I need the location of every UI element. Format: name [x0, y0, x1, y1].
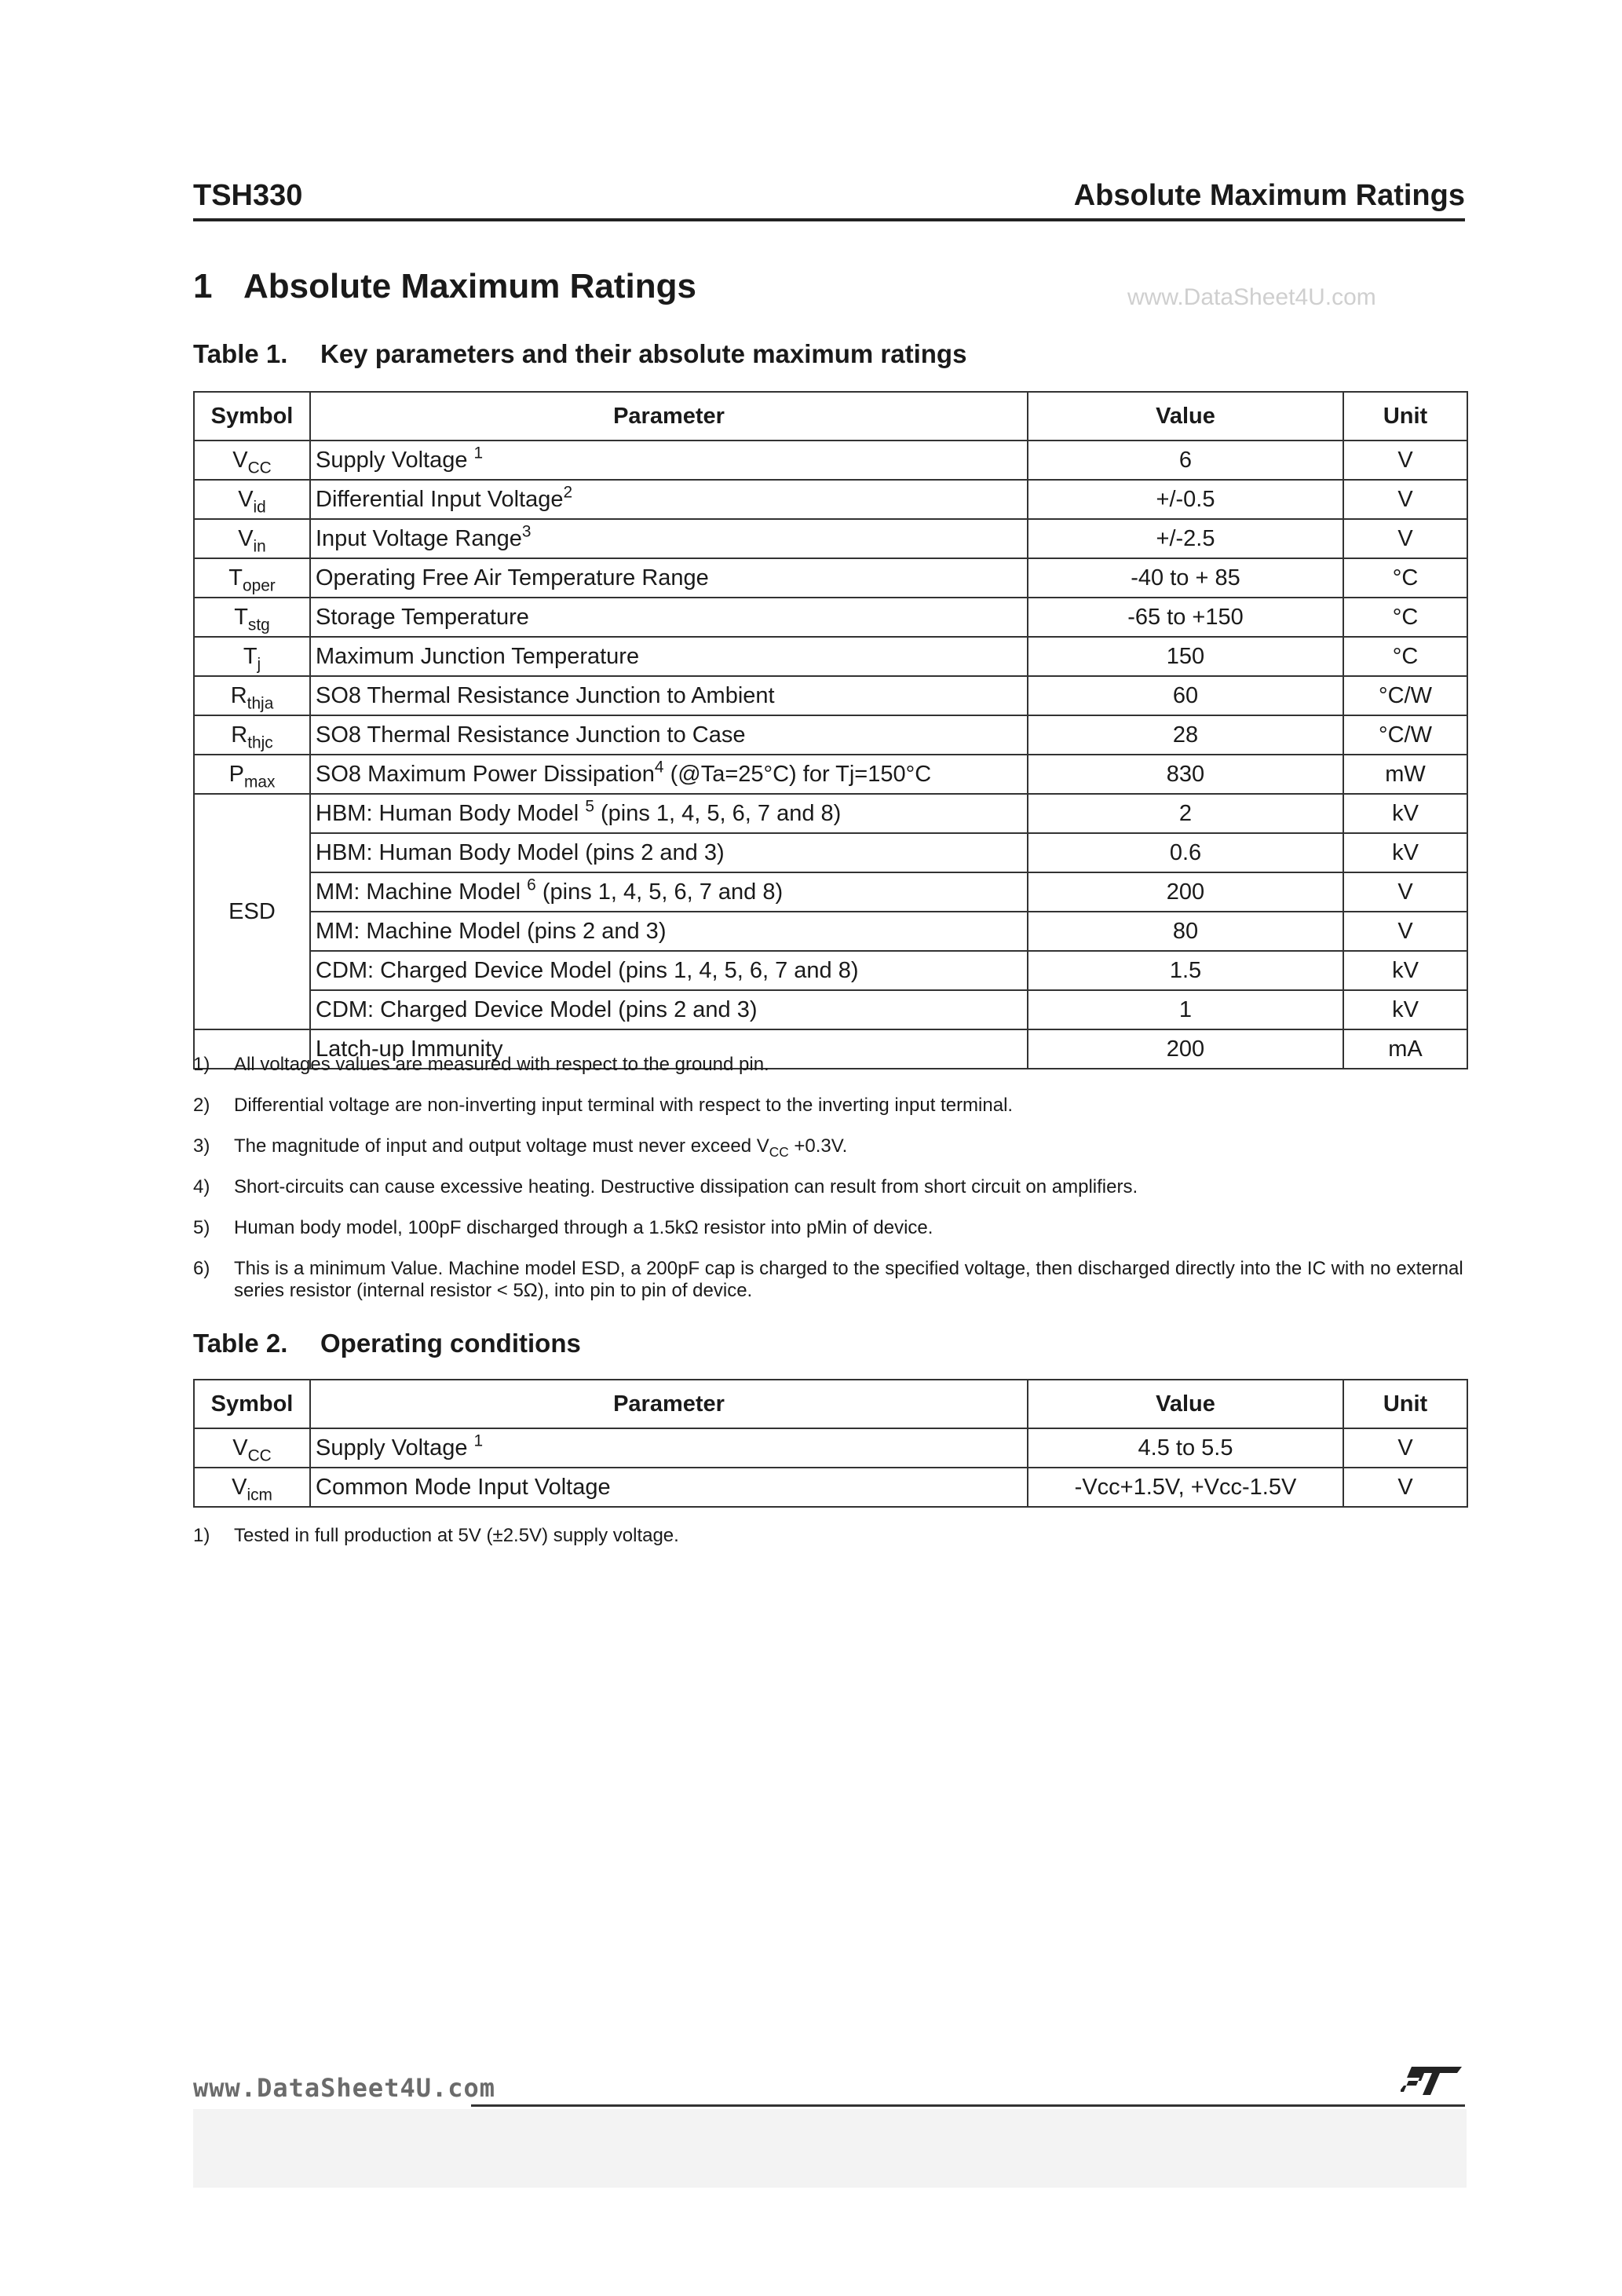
unit-cell: °C: [1343, 598, 1467, 637]
parameter-text: Input Voltage Range: [316, 525, 522, 551]
unit-cell: kV: [1343, 794, 1467, 833]
parameter-cell: Latch-up Immunity: [310, 1029, 1028, 1069]
table2-caption: [193, 1329, 581, 1358]
table-header-row: [194, 392, 1467, 441]
parameter-cell: [310, 1468, 1028, 1507]
table2-notes: [193, 1525, 1467, 1566]
parameter-cell: [310, 1428, 1028, 1468]
symbol-subscript: thjc: [247, 733, 273, 751]
table2-number: Table 2.: [193, 1329, 288, 1358]
esd-symbol-cell: ESD: [194, 794, 310, 1029]
parameter-cell: [310, 833, 1028, 872]
parameter-cell: [310, 990, 1028, 1029]
unit-cell: °C/W: [1343, 676, 1467, 715]
table-row: [194, 1468, 1467, 1507]
symbol-letter: R: [230, 682, 247, 708]
table-row: [194, 715, 1467, 755]
footnote-number: 3): [193, 1135, 210, 1157]
footnote-ref: 5: [585, 797, 594, 816]
symbol-cell: [194, 755, 310, 794]
symbol-subscript: CC: [247, 458, 272, 477]
footnote-number: 1): [193, 1054, 210, 1075]
footnote-text: All voltages values are measured with respect to the ground pin.: [234, 1054, 769, 1075]
value-cell: 4.5 to 5.5: [1028, 1428, 1343, 1468]
footnote-ref: 4: [654, 758, 664, 777]
footnote-tail: +0.3V.: [788, 1135, 848, 1157]
parameter-text: Supply Voltage: [316, 1435, 474, 1461]
parameter-cell: [310, 558, 1028, 598]
table-row: [194, 833, 1467, 872]
doc-part-number: TSH330: [193, 179, 303, 212]
footnote-text: Human body model, 100pF discharged through a 1.5kΩ resistor into pMin of device.: [234, 1217, 933, 1238]
page-header: [193, 174, 1465, 221]
parameter-cell: [310, 519, 1028, 558]
footnote-ref: 3: [521, 522, 532, 541]
unit-cell: V: [1343, 872, 1467, 912]
parameter-cell: [310, 951, 1028, 990]
footnote: [193, 1217, 1467, 1239]
symbol-letter: V: [238, 525, 254, 551]
symbol-subscript: j: [257, 654, 261, 673]
parameter-text: Supply Voltage: [316, 447, 474, 473]
parameter-tail: (pins 1, 4, 5, 6, 7 and 8): [594, 800, 842, 826]
value-cell: 6: [1028, 441, 1343, 480]
table-row: [194, 519, 1467, 558]
value-cell: 1.5: [1028, 951, 1343, 990]
value-cell: 830: [1028, 755, 1343, 794]
value-cell: +/-0.5: [1028, 480, 1343, 519]
footnote: [193, 1258, 1467, 1302]
table-row: [194, 755, 1467, 794]
parameter-text: SO8 Thermal Resistance Junction to Ambient: [316, 682, 775, 708]
symbol-cell: [194, 480, 310, 519]
parameter-cell: [310, 872, 1028, 912]
parameter-text: MM: Machine Model (pins 2 and 3): [316, 918, 667, 944]
parameter-text: Operating Free Air Temperature Range: [316, 565, 709, 590]
footnote: [193, 1054, 1467, 1076]
unit-cell: °C/W: [1343, 715, 1467, 755]
footnote: [193, 1525, 1467, 1547]
value-cell: 1: [1028, 990, 1343, 1029]
symbol-letter: R: [231, 722, 248, 748]
parameter-text: CDM: Charged Device Model (pins 1, 4, 5, 6, 7 and 8): [316, 957, 859, 983]
value-cell: 150: [1028, 637, 1343, 676]
parameter-cell: [310, 676, 1028, 715]
section-heading: [193, 267, 696, 306]
value-cell: -Vcc+1.5V, +Vcc-1.5V: [1028, 1468, 1343, 1507]
footnote-number: 5): [193, 1217, 210, 1238]
header-section-title: Absolute Maximum Ratings: [1073, 179, 1465, 212]
value-cell: 200: [1028, 872, 1343, 912]
section-title: Absolute Maximum Ratings: [243, 267, 696, 305]
symbol-subscript: in: [253, 536, 266, 555]
symbol-cell: [194, 598, 310, 637]
symbol-cell: [194, 441, 310, 480]
parameter-text: Common Mode Input Voltage: [316, 1474, 611, 1500]
footnote-text: Tested in full production at 5V (±2.5V) supply voltage.: [234, 1525, 679, 1546]
footnote-number: 4): [193, 1176, 210, 1197]
parameter-cell: [310, 755, 1028, 794]
symbol-subscript: stg: [247, 615, 270, 634]
symbol-letter: P: [228, 761, 244, 787]
footnote: [193, 1176, 1467, 1198]
unit-cell: V: [1343, 519, 1467, 558]
table-row: [194, 794, 1467, 833]
footer-watermark-link[interactable]: www.DataSheet4U.com: [193, 2073, 496, 2103]
table1-number: Table 1.: [193, 339, 288, 368]
footnote-ref: 1: [473, 444, 484, 462]
value-cell: 60: [1028, 676, 1343, 715]
parameter-text: HBM: Human Body Model: [316, 800, 586, 826]
col-header-parameter: Parameter: [310, 392, 1028, 441]
value-cell: -65 to +150: [1028, 598, 1343, 637]
parameter-cell: [310, 715, 1028, 755]
unit-cell: V: [1343, 1428, 1467, 1468]
footnote-number: 6): [193, 1258, 210, 1279]
unit-cell: °C: [1343, 558, 1467, 598]
parameter-cell: [310, 480, 1028, 519]
symbol-cell: [194, 676, 310, 715]
parameter-cell: [310, 794, 1028, 833]
footnote-ref: 2: [563, 483, 573, 502]
symbol-cell: [194, 1468, 310, 1507]
table1-caption: [193, 339, 966, 369]
footer-band: [193, 2109, 1467, 2188]
symbol-subscript: max: [243, 772, 276, 791]
table-row: [194, 558, 1467, 598]
footer-rule: [471, 2104, 1465, 2107]
unit-cell: kV: [1343, 951, 1467, 990]
parameter-cell: [310, 598, 1028, 637]
symbol-cell: [194, 1428, 310, 1468]
symbol-letter: T: [228, 565, 243, 590]
col-header-symbol: Symbol: [194, 392, 310, 441]
footnote-text: This is a minimum Value. Machine model ESD, a 200pF cap is charged to the specified voltage, then discharged directly into the IC with no external series resistor (internal resistor < 5Ω), into pin to pin of device.: [234, 1258, 1463, 1301]
value-cell: 2: [1028, 794, 1343, 833]
unit-cell: V: [1343, 1468, 1467, 1507]
unit-cell: V: [1343, 441, 1467, 480]
footnote-ref: 1: [473, 1431, 484, 1450]
symbol-cell: [194, 558, 310, 598]
parameter-text: Differential Input Voltage: [316, 486, 564, 512]
table2: [193, 1379, 1468, 1508]
symbol-cell: [194, 519, 310, 558]
table1: [193, 391, 1468, 1069]
unit-cell: mW: [1343, 755, 1467, 794]
table2-title: Operating conditions: [320, 1329, 581, 1358]
table-row: [194, 990, 1467, 1029]
table1-notes: [193, 1054, 1467, 1321]
symbol-subscript: CC: [247, 1446, 272, 1464]
parameter-cell: [310, 441, 1028, 480]
parameter-text: Maximum Junction Temperature: [316, 643, 640, 669]
parameter-tail: (@Ta=25°C) for Tj=150°C: [663, 761, 932, 787]
parameter-text: HBM: Human Body Model (pins 2 and 3): [316, 839, 725, 865]
table-row: [194, 598, 1467, 637]
footnote-ref: 6: [527, 876, 536, 894]
table-row: [194, 441, 1467, 480]
value-cell: -40 to + 85: [1028, 558, 1343, 598]
symbol-subscript: id: [253, 497, 266, 516]
watermark-link[interactable]: www.DataSheet4U.com: [1127, 284, 1376, 310]
unit-cell: V: [1343, 480, 1467, 519]
footnote-subscript: CC: [769, 1144, 789, 1161]
parameter-text: Storage Temperature: [316, 604, 529, 630]
parameter-text: MM: Machine Model: [316, 879, 528, 905]
symbol-letter: V: [232, 447, 248, 473]
st-logo-icon: [1401, 2062, 1463, 2100]
table-row: [194, 676, 1467, 715]
symbol-letter: T: [243, 643, 258, 669]
table-row: [194, 1428, 1467, 1468]
value-cell: 200: [1028, 1029, 1343, 1069]
table-row: [194, 951, 1467, 990]
table1-title: Key parameters and their absolute maximum ratings: [320, 339, 967, 368]
unit-cell: mA: [1343, 1029, 1467, 1069]
symbol-subscript: thja: [247, 693, 274, 712]
footnote-number: 1): [193, 1525, 210, 1546]
unit-cell: °C: [1343, 637, 1467, 676]
table-row: [194, 637, 1467, 676]
value-cell: 0.6: [1028, 833, 1343, 872]
footnote-number: 2): [193, 1095, 210, 1116]
symbol-cell: [194, 715, 310, 755]
table-row: [194, 480, 1467, 519]
footnote-text: The magnitude of input and output voltage must never exceed V: [234, 1135, 769, 1157]
parameter-cell: [310, 637, 1028, 676]
unit-cell: V: [1343, 912, 1467, 951]
col-header-unit: Unit: [1343, 392, 1467, 441]
symbol-letter: V: [238, 486, 254, 512]
footnote-text: Differential voltage are non-inverting input terminal with respect to the inverting input terminal.: [234, 1095, 1014, 1116]
footnote: [193, 1135, 1467, 1161]
symbol-letter: V: [232, 1474, 247, 1500]
value-cell: 28: [1028, 715, 1343, 755]
symbol-letter: V: [232, 1435, 248, 1461]
col-header-value: Value: [1028, 392, 1343, 441]
col-header-symbol: Symbol: [194, 1380, 310, 1428]
parameter-text: SO8 Maximum Power Dissipation: [316, 761, 655, 787]
parameter-cell: [310, 912, 1028, 951]
symbol-subscript: oper: [242, 576, 276, 594]
col-header-parameter: Parameter: [310, 1380, 1028, 1428]
table-header-row: [194, 1380, 1467, 1428]
parameter-tail: (pins 1, 4, 5, 6, 7 and 8): [535, 879, 784, 905]
section-number: 1: [193, 267, 213, 305]
parameter-text: CDM: Charged Device Model (pins 2 and 3): [316, 996, 758, 1022]
footnote: [193, 1095, 1467, 1117]
footnote-text: Short-circuits can cause excessive heating. Destructive dissipation can result from short circuit on amplifiers.: [234, 1176, 1138, 1197]
col-header-value: Value: [1028, 1380, 1343, 1428]
unit-cell: kV: [1343, 990, 1467, 1029]
value-cell: +/-2.5: [1028, 519, 1343, 558]
symbol-letter: T: [234, 604, 248, 630]
unit-cell: kV: [1343, 833, 1467, 872]
parameter-text: SO8 Thermal Resistance Junction to Case: [316, 722, 746, 748]
symbol-cell: [194, 637, 310, 676]
col-header-unit: Unit: [1343, 1380, 1467, 1428]
table-row: [194, 872, 1467, 912]
value-cell: 80: [1028, 912, 1343, 951]
symbol-subscript: icm: [247, 1485, 272, 1504]
table-row: [194, 912, 1467, 951]
